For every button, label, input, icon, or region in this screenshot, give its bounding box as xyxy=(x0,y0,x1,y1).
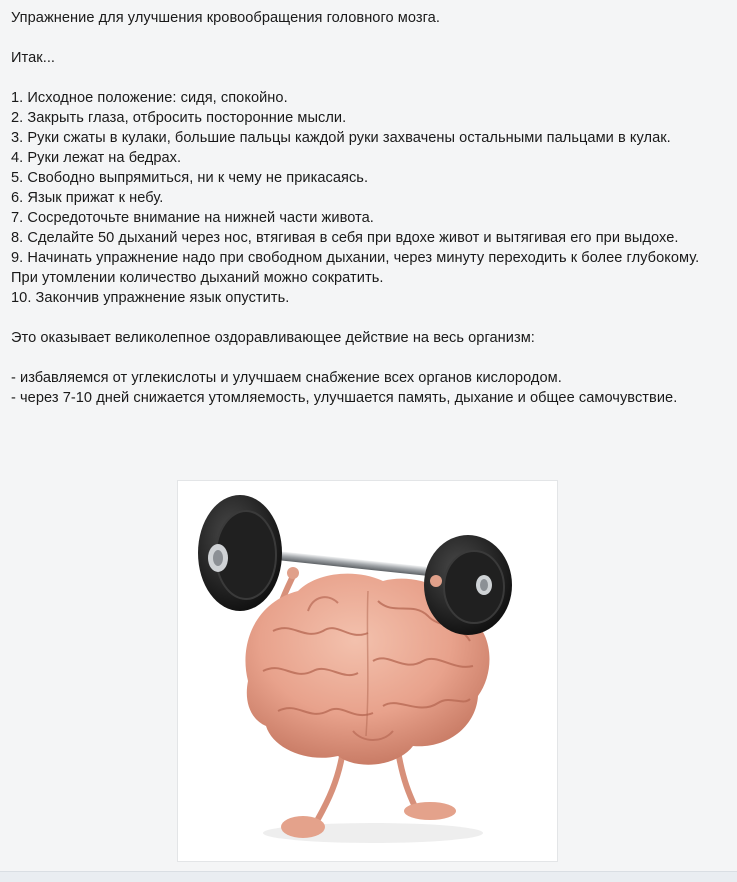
step-item: 2. Закрыть глаза, отбросить посторонние мысли. xyxy=(11,110,347,126)
left-weight-plate xyxy=(198,495,282,611)
effect-heading: Это оказывает великолепное оздоравливающее действие на весь организм: xyxy=(11,330,535,346)
spacer xyxy=(11,68,727,88)
spacer xyxy=(11,28,727,48)
step-item: 6. Язык прижат к небу. xyxy=(11,190,164,206)
step-item: 10. Закончив упражнение язык опустить. xyxy=(11,290,290,306)
post-title: Упражнение для улучшения кровообращения головного мозга. xyxy=(11,10,440,26)
post-footer-bar xyxy=(0,871,737,882)
post-image[interactable] xyxy=(177,480,558,862)
step-item: 4. Руки лежат на бедрах. xyxy=(11,150,182,166)
step-item: 8. Сделайте 50 дыханий через нос, втягивая в себя при вдохе живот и вытягивая его при выдохе. xyxy=(11,230,679,246)
benefit-item: - избавляемся от углекислоты и улучшаем снабжение всех органов кислородом. xyxy=(11,370,562,386)
step-item: 1. Исходное положение: сидя, спокойно. xyxy=(11,90,288,106)
step-item: 7. Сосредоточьте внимание на нижней части живота. xyxy=(11,210,374,226)
post-text xyxy=(11,8,727,408)
spacer xyxy=(11,348,727,368)
spacer xyxy=(11,308,727,328)
step-item: 3. Руки сжаты в кулаки, большие пальцы каждой руки захвачены остальными пальцами в кулак. xyxy=(11,130,671,146)
step-item: 5. Свободно выпрямиться, ни к чему не прикасаясь. xyxy=(11,170,369,186)
brain-barbell-illustration xyxy=(178,481,557,861)
post-intro: Итак... xyxy=(11,50,56,66)
step-item: 9. Начинать упражнение надо при свободном дыхании, через минуту переходить к более глубокому. При утомлении количество дыханий можно сократить. xyxy=(11,250,700,286)
benefit-item: - через 7-10 дней снижается утомляемость, улучшается память, дыхание и общее самочувствие. xyxy=(11,390,678,406)
